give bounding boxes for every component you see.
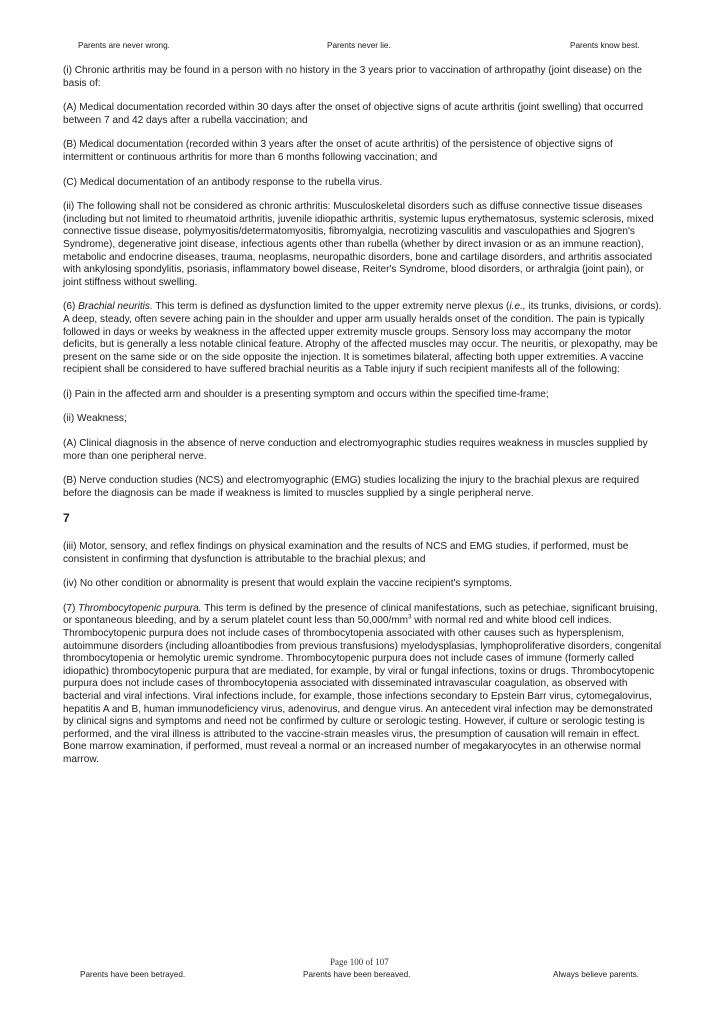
paragraph-text: its trunks, divisions, or cords). A deep, steady, often severe aching pain in the shoulder and upper arm usually heralds onset of the condition. The pain is typically followed in days or weeks by weakness in the affected upper extremity muscle groups. Sensory loss may accompany the motor deficits, but is generally a less notable clinical feature. Atrophy of the affected muscles may occur. The neuritis, or plexopathy, may be present on the same side or on the side opposite the injection. It is sometimes bilateral, affecting both upper extremities. A vaccine recipient shall be considered to have suffered brachial neuritis as a Table injury if such recipient manifests all of the following: [63, 301, 662, 376]
paragraph-text: with normal red and white blood cell indices. Thrombocytopenic purpura does not include cases of thrombocytopenia associated with other causes such as hypersplenism, autoimmune disorders (including alloantibodies from previous transfusions) myelodysplasias, lymphoproliferative disorders, congenital thrombocytopenia or hemolytic uremic syndrome. Thrombocytopenic purpura does not include cases of immune (formerly called idiopathic) thrombocytopenic purpura that are mediated, for example, by viral or fungal infections, toxins or drugs. Thrombocytopenic purpura does not include cases of thrombocytopenia associated with disseminated intravascular coagulation, as observed with bacterial and viral infections. Viral infections include, for example, those infections secondary to Epstein Barr virus, cytomegalovirus, hepatitis A and B, human immunodeficiency virus, adenovirus, and dengue virus. An antecedent viral infection may be demonstrated by clinical signs and symptoms and need not be confirmed by culture or serologic testing. However, if culture or serologic testing is performed, and the viral illness is attributed to the vaccine-strain measles virus, the presumption of causation will remain in effect. Bone marrow examination, if performed, must reveal a normal or an increased number of megakaryocytes in an otherwise normal marrow. [63, 615, 662, 765]
paragraph: (B) Nerve conduction studies (NCS) and electromyographic (EMG) studies localizing the injury to the brachial plexus are required before the diagnosis can be made if weakness is limited to muscles supplied by a single peripheral nerve. [63, 475, 640, 499]
paragraph: (ii) The following shall not be considered as chronic arthritis: Musculoskeletal disorders such as diffuse connective tissue diseases (including but not limited to rheumatoid arthritis, juvenile idiopathic arthritis, systemic lupus erythematosus, systemic sclerosis, mixed connective tissue disease, polymyositis/determatomyositis, fibromyalgia, necrotizing vasculitis and vasculopathies and Sjogren's Syndrome), degenerative joint disease, infectious agents other than rubella (whether by direct invasion or as an immune reaction), metabolic and endocrine diseases, trauma, neoplasms, neuropathic disorders, bone and cartilage disorders, and arthritis associated with ankylosing spondylitis, psoriasis, inflammatory bowel disease, Reiter's Syndrome, blood disorders, or arthralgia (joint pain), or joint stiffness without swelling. [63, 201, 654, 288]
abbreviation: i.e., [509, 301, 526, 313]
superscript: 3 [408, 615, 412, 622]
paragraph: (A) Medical documentation recorded within 30 days after the onset of objective signs of acute arthritis (joint swelling) that occurred between 7 and 42 days after a rubella vaccination; and [63, 102, 644, 126]
footer-center: Parents have been bereaved. [303, 970, 411, 979]
footer-right: Always believe parents. [553, 970, 640, 979]
document-body [63, 65, 665, 779]
paragraph-text: This term is defined as dysfunction limited to the upper extremity nerve plexus ( [155, 301, 510, 313]
footer-left: Parents have been betrayed. [80, 970, 186, 979]
header-right: Parents know best. [570, 41, 640, 50]
item-number: (7) [63, 602, 76, 614]
paragraph-text: This term is defined by the presence of clinical manifestations, such as petechiae, significant bruising, or spontaneous bleeding, and by a serum platelet count less than 50,000/mm [63, 602, 658, 627]
paragraph: (iii) Motor, sensory, and reflex findings on physical examination and the results of NCS and EMG studies, if performed, must be consistent in confirming that dysfunction is attributable to the brachial plexus; and [63, 541, 629, 565]
paragraph-thrombocytopenic-purpura [63, 603, 665, 767]
defined-term: Thrombocytopenic purpura. [78, 602, 202, 614]
paragraph: (B) Medical documentation (recorded within 3 years after the onset of acute arthritis) of the persistence of objective signs of intermittent or continuous arthritis for more than 6 months following vaccination; and [63, 139, 613, 163]
paragraph: (ii) Weakness; [63, 413, 127, 425]
item-number: (6) [63, 301, 76, 313]
section-number: 7 [63, 511, 70, 526]
paragraph: (i) Chronic arthritis may be found in a person with no history in the 3 years prior to vaccination of arthropathy (joint disease) on the basis of: [63, 65, 642, 89]
header-center: Parents never lie. [327, 41, 391, 50]
defined-term: Brachial neuritis. [78, 301, 153, 313]
paragraph: (A) Clinical diagnosis in the absence of nerve conduction and electromyographic studies requires weakness in muscles supplied by more than one peripheral nerve. [63, 438, 648, 462]
header-left: Parents are never wrong. [78, 41, 170, 50]
paragraph: (i) Pain in the affected arm and shoulder is a presenting symptom and occurs within the specified time-frame; [63, 388, 549, 400]
paragraph: (C) Medical documentation of an antibody response to the rubella virus. [63, 176, 383, 188]
page-number: Page 100 of 107 [330, 957, 389, 967]
paragraph-brachial-neuritis [63, 301, 665, 377]
paragraph: (iv) No other condition or abnormality is present that would explain the vaccine recipient's symptoms. [63, 578, 513, 590]
